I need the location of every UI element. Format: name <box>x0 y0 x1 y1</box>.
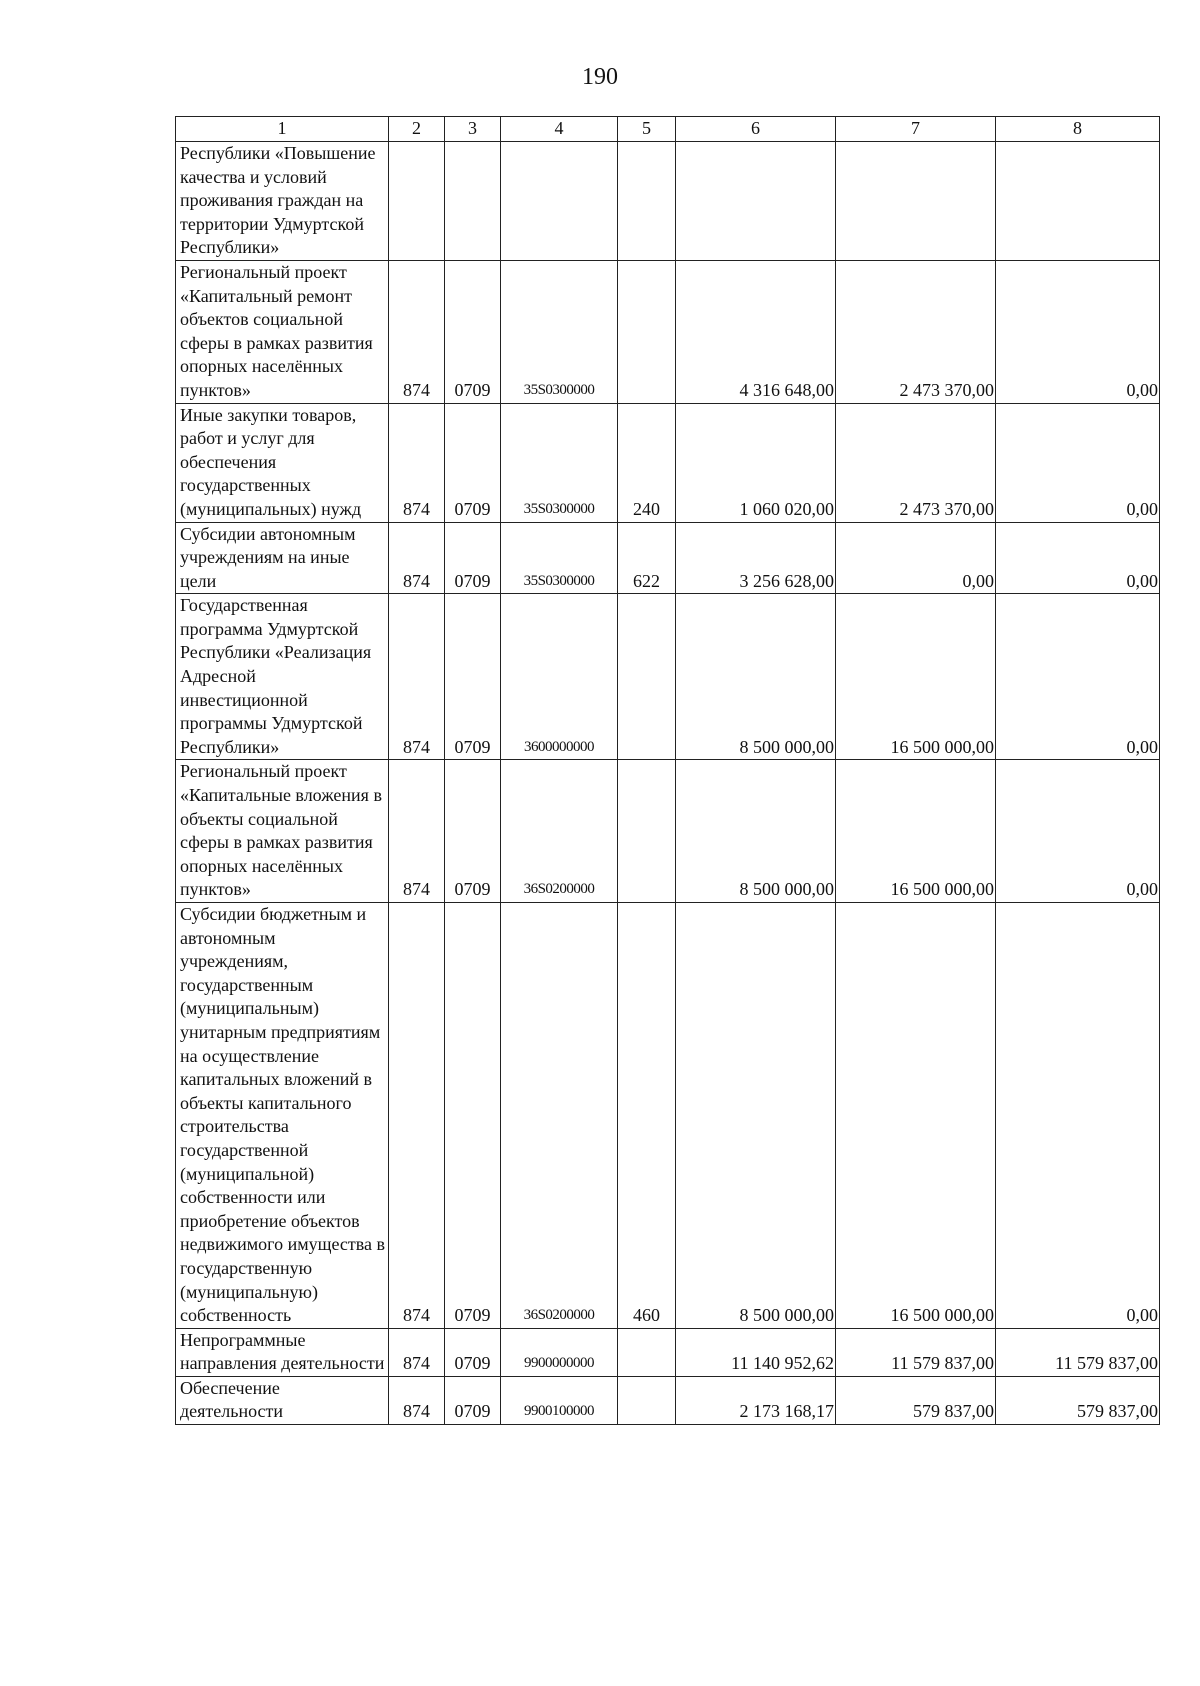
table-row <box>176 1328 1160 1376</box>
cell-col2: 874 <box>389 403 445 522</box>
cell-col6: 4 316 648,00 <box>676 260 836 403</box>
cell-col5 <box>618 760 676 903</box>
cell-col4: 35S0300000 <box>501 522 618 594</box>
cell-col7 <box>836 142 996 261</box>
cell-col3: 0709 <box>445 403 501 522</box>
cell-col6: 11 140 952,62 <box>676 1328 836 1376</box>
cell-col2: 874 <box>389 594 445 760</box>
cell-col8: 0,00 <box>996 594 1160 760</box>
cell-col6: 1 060 020,00 <box>676 403 836 522</box>
row-name: Региональный проект «Капитальный ремонт объектов социальной сферы в рамках развития опорных населённых пунктов» <box>176 260 389 403</box>
cell-col5: 460 <box>618 903 676 1329</box>
cell-col2: 874 <box>389 522 445 594</box>
row-name: Региональный проект «Капитальные вложения в объекты социальной сферы в рамках развития опорных населённых пунктов» <box>176 760 389 903</box>
header-cell: 6 <box>676 117 836 142</box>
header-cell: 3 <box>445 117 501 142</box>
cell-col4: 9900100000 <box>501 1376 618 1424</box>
cell-col3 <box>445 142 501 261</box>
cell-col2: 874 <box>389 1328 445 1376</box>
cell-col6: 2 173 168,17 <box>676 1376 836 1424</box>
cell-col8: 0,00 <box>996 903 1160 1329</box>
cell-col3: 0709 <box>445 1376 501 1424</box>
cell-col8: 0,00 <box>996 403 1160 522</box>
cell-col3: 0709 <box>445 260 501 403</box>
row-name: Иные закупки товаров, работ и услуг для обеспечения государственных (муниципальных) нужд <box>176 403 389 522</box>
header-cell: 1 <box>176 117 389 142</box>
cell-col2 <box>389 142 445 261</box>
table-row <box>176 903 1160 1329</box>
cell-col4: 9900000000 <box>501 1328 618 1376</box>
cell-col5 <box>618 142 676 261</box>
row-name: Государственная программа Удмуртской Республики «Реализация Адресной инвестиционной программы Удмуртской Республики» <box>176 594 389 760</box>
cell-col7: 0,00 <box>836 522 996 594</box>
cell-col8 <box>996 142 1160 261</box>
cell-col3: 0709 <box>445 903 501 1329</box>
cell-col8: 0,00 <box>996 260 1160 403</box>
cell-col6: 8 500 000,00 <box>676 903 836 1329</box>
cell-col4 <box>501 142 618 261</box>
row-name: Обеспечение деятельности <box>176 1376 389 1424</box>
cell-col2: 874 <box>389 1376 445 1424</box>
cell-col2: 874 <box>389 260 445 403</box>
table-row <box>176 760 1160 903</box>
cell-col4: 35S0300000 <box>501 403 618 522</box>
cell-col2: 874 <box>389 760 445 903</box>
row-name: Субсидии автономным учреждениям на иные цели <box>176 522 389 594</box>
cell-col5 <box>618 1328 676 1376</box>
cell-col5: 240 <box>618 403 676 522</box>
header-row <box>176 117 1160 142</box>
table-row <box>176 142 1160 261</box>
page-number: 190 <box>582 64 618 90</box>
cell-col4: 3600000000 <box>501 594 618 760</box>
cell-col5 <box>618 594 676 760</box>
header-cell: 2 <box>389 117 445 142</box>
header-cell: 4 <box>501 117 618 142</box>
cell-col4: 36S0200000 <box>501 903 618 1329</box>
cell-col7: 16 500 000,00 <box>836 903 996 1329</box>
cell-col7: 2 473 370,00 <box>836 403 996 522</box>
table-row <box>176 522 1160 594</box>
cell-col6: 3 256 628,00 <box>676 522 836 594</box>
cell-col8: 579 837,00 <box>996 1376 1160 1424</box>
cell-col3: 0709 <box>445 760 501 903</box>
cell-col6 <box>676 142 836 261</box>
table-row <box>176 594 1160 760</box>
budget-table <box>175 116 1160 1425</box>
cell-col7: 2 473 370,00 <box>836 260 996 403</box>
cell-col7: 11 579 837,00 <box>836 1328 996 1376</box>
cell-col6: 8 500 000,00 <box>676 594 836 760</box>
cell-col5: 622 <box>618 522 676 594</box>
cell-col7: 579 837,00 <box>836 1376 996 1424</box>
header-cell: 5 <box>618 117 676 142</box>
cell-col3: 0709 <box>445 1328 501 1376</box>
cell-col6: 8 500 000,00 <box>676 760 836 903</box>
row-name: Непрограммные направления деятельности <box>176 1328 389 1376</box>
header-cell: 7 <box>836 117 996 142</box>
cell-col8: 11 579 837,00 <box>996 1328 1160 1376</box>
header-cell: 8 <box>996 117 1160 142</box>
cell-col7: 16 500 000,00 <box>836 760 996 903</box>
table-row <box>176 403 1160 522</box>
cell-col7: 16 500 000,00 <box>836 594 996 760</box>
cell-col4: 35S0300000 <box>501 260 618 403</box>
table-row <box>176 260 1160 403</box>
row-name: Республики «Повышение качества и условий проживания граждан на территории Удмуртской Республики» <box>176 142 389 261</box>
cell-col5 <box>618 1376 676 1424</box>
cell-col3: 0709 <box>445 522 501 594</box>
cell-col3: 0709 <box>445 594 501 760</box>
cell-col5 <box>618 260 676 403</box>
cell-col8: 0,00 <box>996 760 1160 903</box>
cell-col8: 0,00 <box>996 522 1160 594</box>
cell-col4: 36S0200000 <box>501 760 618 903</box>
cell-col2: 874 <box>389 903 445 1329</box>
table-row <box>176 1376 1160 1424</box>
row-name: Субсидии бюджетным и автономным учреждениям, государственным (муниципальным) унитарным предприятиям на осуществление капитальных вложений в объекты капитального строительства государственной (муниципальной) собственности или приобретение объектов недвижимого имущества в государственную (муниципальную) собственность <box>176 903 389 1329</box>
